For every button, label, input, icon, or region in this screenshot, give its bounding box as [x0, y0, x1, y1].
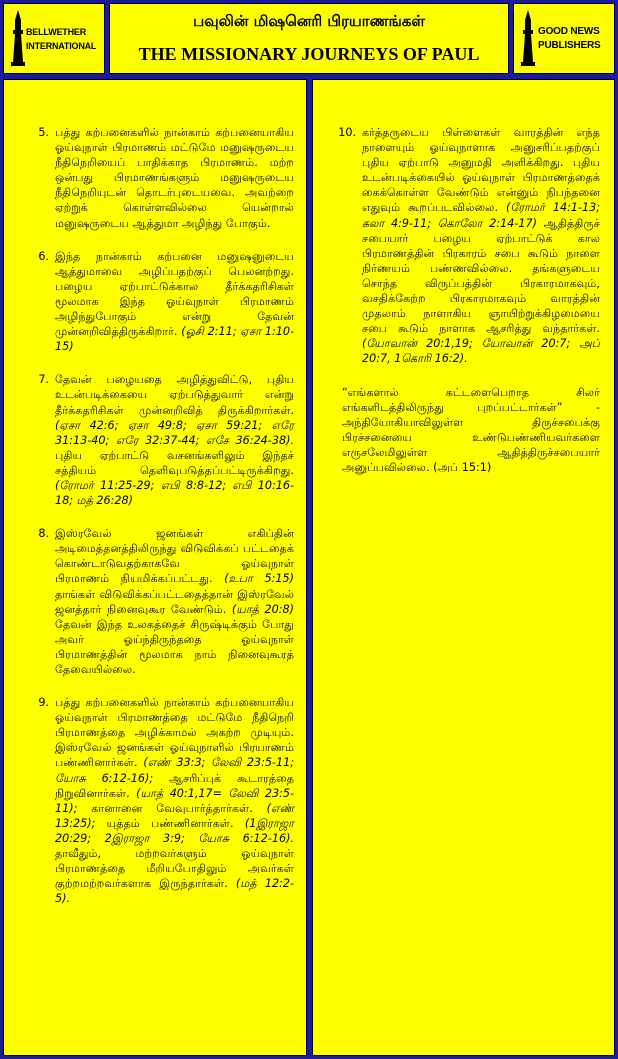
- scripture-reference: (எண் 13:25);: [55, 801, 294, 830]
- item-text: ஆசரிப்புக் கூடாரத்தை நிறுவினார்கள்.: [55, 771, 295, 800]
- left-column: [38, 125, 295, 1050]
- scripture-reference: (ஏசா 42:6; ஏசா 49:8; ஏசா 59:21; எரே 31:13-40; எரே 32:37-44; எசே 36:24-38).: [55, 418, 294, 447]
- tower-icon: [520, 10, 536, 66]
- good-news-logo-panel: [513, 3, 615, 74]
- list-item-6: [38, 249, 295, 355]
- item-text: கானானை வேவுபார்த்தார்கள்.: [91, 801, 253, 815]
- list-item-8: [38, 526, 295, 677]
- scripture-reference: (யாத் 40:1,17= லேவி 23:5-11);: [55, 786, 294, 815]
- scripture-reference: (ஓசி 2:11; ஏசா 1:10-15): [55, 325, 295, 354]
- title-english: THE MISSIONARY JOURNEYS OF PAUL: [138, 44, 480, 64]
- item-text: புதிய ஏற்பாட்டு வசனங்களிலும் இந்தச் சத்தியம் தெளிவுபடுத்தப்பட்டிருக்கிறது.: [55, 448, 294, 477]
- right-column: [338, 125, 601, 1050]
- title-panel: [109, 3, 509, 74]
- item-number: 8.: [38, 527, 49, 541]
- tower-icon: [10, 10, 26, 66]
- item-text: தேவன் பழையதை அழித்துவிட்டு, புதிய உடன்படிக்கையை ஏற்படுத்துவார் என்று தீர்க்கதரிசிகள் முன்னறிவித் திருக்கிறார்கள்.: [55, 373, 294, 417]
- item-text: இந்த நான்காம் கற்பனை மனுஷனுடைய ஆத்துமாவை அழிப்பதற்குப் பெலனற்றது. பழைய ஏற்பாட்டுக்கால தீர்க்கதரிசிகள் மூலமாக இந்த ஓய்வுநாள் பிரமாணம் அழிந்துபோகும் என்று தேவன் முன்னறிவித்திருக்கிறார்.: [55, 249, 294, 339]
- list-item-5: [38, 125, 294, 231]
- item-number: 10.: [338, 126, 356, 139]
- scripture-reference: (மத் 12:2-5).: [55, 877, 294, 906]
- item-text: பத்து கற்பனைகளில் நான்காம் கற்பனையாகிய ஓய்வுநாள் பிரமாணத்தை மட்டுமே நீதிநெறி பிரமாணத்தை அழிக்காமல் அகற்ற முடியும். இஸ்ரவேல் ஜனங்கள் ஓய்வுநாளில் பிரயாணம் பண்ணினார்கள்.: [55, 696, 294, 770]
- scripture-reference: (உபா 5:15): [224, 572, 295, 586]
- list-item-7: [38, 372, 294, 508]
- item-text: தாவீதும், மற்றவர்களும் ஓய்வுநாள் பிரமாணத்தை மீறியபோதிலும் அவர்கள் குற்றமற்றவர்களாக இருந்தார்கள்.: [55, 847, 294, 891]
- title-tamil: பவுலின் மிஷனெரி பிரயாணங்கள்: [193, 12, 425, 30]
- scripture-reference: (எண் 33:3; லேவி 23:5-11; யோசு 6:12-16);: [55, 756, 294, 785]
- item-text: தாங்கள் விடுவிக்கப்பட்டதைத்தான் இஸ்ரவேல் ஜனத்தார் நினைவுகூர வேண்டும்.: [55, 587, 294, 616]
- item-number: 9.: [38, 696, 49, 710]
- good-news-line2: PUBLISHERS: [538, 39, 601, 51]
- item-number: 6.: [38, 249, 49, 263]
- bellwether-logo-panel: [3, 3, 105, 74]
- list-item-9: [38, 695, 295, 906]
- scripture-reference: (யாத் 20:8): [231, 602, 294, 616]
- item-number: 5.: [38, 126, 49, 139]
- item-text: பத்து கற்பனைகளில் நான்காம் கற்பனையாகிய ஓய்வுநாள் பிரமாணம் மட்டுமே மனுஷருடைய நீதிநெறியைப் பாதிக்காத பிரமாணம். மற்ற ஒன்பது பிரமாணங்களும் மனுஷருடைய நீதிநெறியுடன் தொடர்புடையவை. அவற்றை ஏற்றுக் கொள்ளவில்லை யென்றால் மனுஷருடைய ஆத்துமா அழிந்து போகும்.: [55, 126, 294, 230]
- scripture-reference: (1இராஜா 20:29; 2இராஜா 3:9; யோசு 6:12-16).: [55, 816, 295, 845]
- closing-reference: (அப் 15:1): [433, 460, 492, 474]
- item-text: கர்த்தருடைய பிள்ளைகள் வாரத்தின் எந்த நாளையும் ஓய்வுநாளாக அனுசரிப்பதற்குப் புதிய ஏற்பாடு அனுமதி அளிக்கிறது. புதிய உடன்படிக்கையில் ஓய்வுநாள் பிரமாணத்தைக் கைக்கொள்ள வேண்டும் என்னும் நிபந்தனை எதுவும் கூறப்படவில்லை.: [362, 126, 600, 215]
- list-item-10: [338, 125, 601, 367]
- bellwether-line1: BELLWETHER: [26, 26, 86, 37]
- item-text: யுத்தம் பண்ணினார்கள்.: [106, 816, 234, 830]
- closing-text: “எங்களால் கட்டளைபெறாத சிலர் எங்களிடத்திலிருந்து புறப்பட்டார்கள்” - அந்தியோகியாவிலுள்ள திருச்சபைக்கு பிரச்சனையை உண்டுபண்ணியவர்களை எருசலேமிலுள்ள ஆதித்திருச்சபையார் அனுப்பவில்லை.: [342, 385, 600, 474]
- item-text: இஸ்ரவேல் ஜனங்கள் எகிப்தின் அடிமைத்தனத்திலிருந்து விடுவிக்கப் பட்டதைக் கொண்டாடுவதற்காகவே ஓய்வுநாள் பிரமாணம் நியமிக்கப்பட்டது.: [55, 527, 294, 586]
- good-news-line1: GOOD NEWS: [538, 25, 600, 37]
- scripture-reference: (ரோமர் 11:25-29; எபி 8:8-12; எபி 10:16-18; மத் 26:28): [55, 478, 294, 508]
- item-number: 7.: [38, 373, 49, 387]
- item-text: ஆதித்திருச் சபையார் பழைய ஏற்பாட்டுக் கால பிரமாணத்தின் பிரகாரம் சபை கூடும் நாளை நிர்ணயம் பண்ணவில்லை. தங்களுடைய சொந்த விருப்பத்தின் பிரகாரமாகவும், வசதிக்கேற்ற பிரகாரமாகவும் வாரத்தின் முதலாம் நாளாகிய ஞாயிற்றுக்கிழமையை சபை கூடும் நாளாக ஆசரித்து வந்தார்கள்.: [362, 216, 601, 336]
- bellwether-line2: INTERNATIONAL: [26, 40, 97, 51]
- scripture-reference: (யோவான் 20:1,19; யோவான் 20:7; அப் 20:7, 1கொரி 16:2).: [362, 337, 600, 366]
- closing-paragraph: [342, 385, 600, 476]
- item-text: தேவன் இந்த உலகத்தைச் சிருஷ்டிக்கும் போது அவர் ஓய்ந்திருந்ததை ஓய்வுநாள் பிரமாணத்தின் மூலமாக நாம் நினைவுகூரத் தேவையில்லை.: [55, 617, 294, 676]
- scripture-reference: (ரோமர் 14:1-13; கலா 4:9-11; கொலோ 2:14-17): [362, 201, 600, 230]
